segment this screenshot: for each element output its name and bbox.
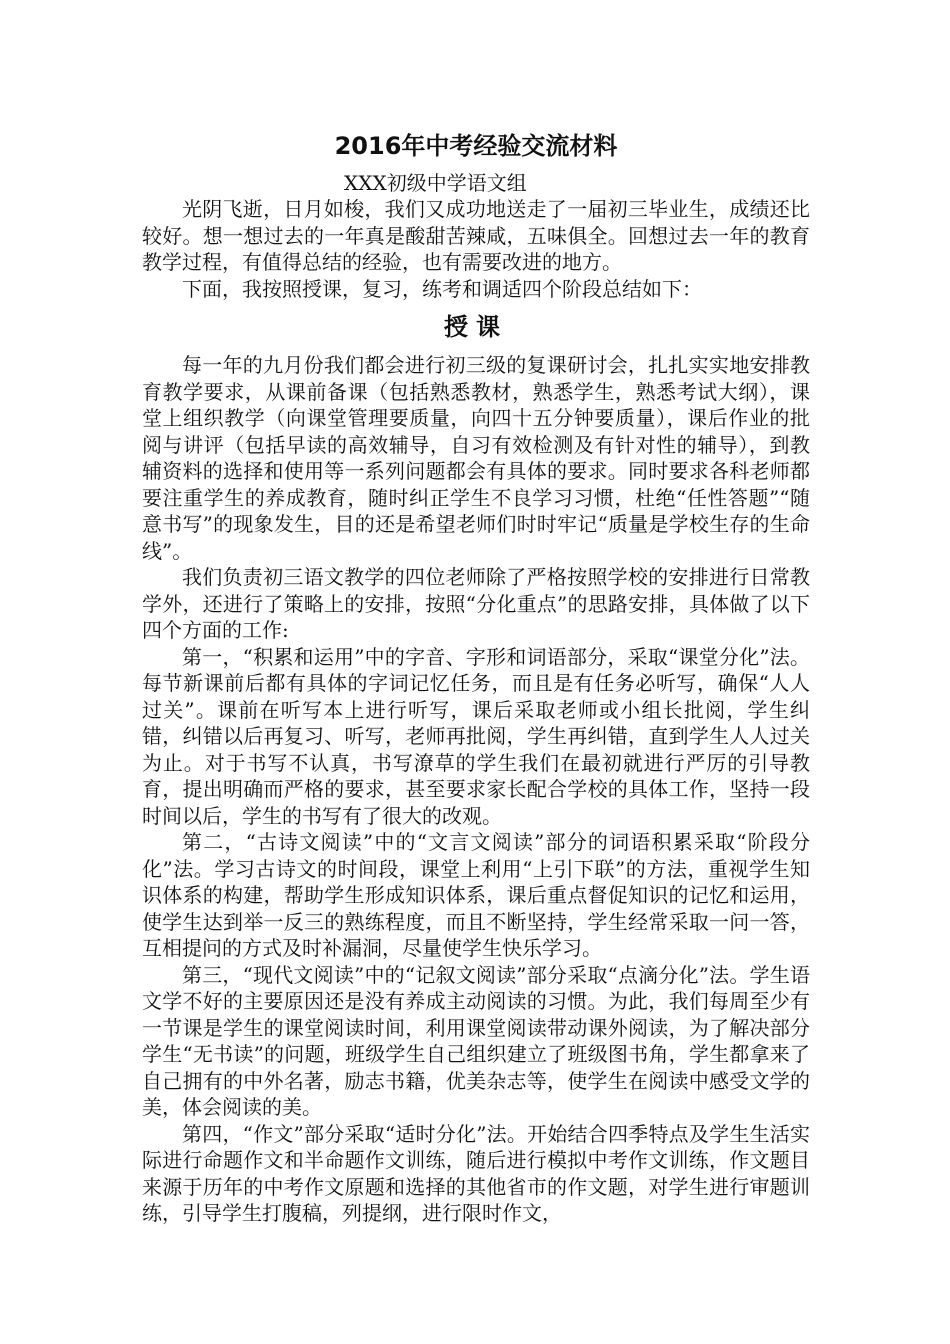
body-paragraph-1: 每一年的九月份我们都会进行初三级的复课研讨会，扎扎实实地安排教育教学要求，从课前备课（包括熟悉教材，熟悉学生，熟悉考试大纲），课堂上组织教学（向课堂管理要质量，向四十五分钟要质量），课后作业的批阅与讲评（包括早读的高效辅导，自习有效检测及有针对性的辅导），到教辅资料的选择和使用等一系列问题都会有具体的要求。同时要求各科老师都要注重学生的养成教育，随时纠正学生不良学习习惯，杜绝“任性答题”“随意书写”的现象发生，目的还是希望老师们时时牢记“质量是学校生存的生命线”。 bbox=[142, 353, 810, 563]
body-paragraph-6: 第四，“作文”部分采取“适时分化”法。开始结合四季特点及学生生活实际进行命题作文和半命题作文训练，随后进行模拟中考作文训练，作文题目来源于历年的中考作文原题和选择的其他省市的作文题，对学生进行审题训练，引导学生打腹稿，列提纲，进行限时作文， bbox=[142, 1121, 810, 1225]
body-paragraph-5: 第三，“现代文阅读”中的“记叙文阅读”部分采取“点滴分化”法。学生语文学不好的主要原因还是没有养成主动阅读的习惯。为此，我们每周至少有一节课是学生的课堂阅读时间，利用课堂阅读带动课外阅读，为了解决部分学生“无书读”的问题，班级学生自己组织建立了班级图书角，学生都拿来了自己拥有的中外名著，励志书籍，优美杂志等，使学生在阅读中感受文学的美，体会阅读的美。 bbox=[142, 962, 810, 1119]
body-paragraph-2: 我们负责初三语文教学的四位老师除了严格按照学校的安排进行日常教学外，还进行了策略上的安排，按照“分化重点”的思路安排，具体做了以下四个方面的工作: bbox=[142, 565, 810, 642]
section-heading: 授课 bbox=[444, 313, 508, 341]
intro-paragraph-2: 下面，我按照授课，复习，练考和调适四个阶段总结如下： bbox=[182, 276, 702, 301]
document-title: 2016年中考经验交流材料 bbox=[334, 132, 618, 160]
document-page bbox=[142, 128, 810, 1227]
document-subtitle: XXX初级中学语文组 bbox=[344, 171, 527, 195]
body-paragraph-4: 第二，“古诗文阅读”中的“文言文阅读”部分的词语积累采取“阶段分化”法。学习古诗文的时间段，课堂上利用“上引下联”的方法，重视学生知识体系的构建，帮助学生形成知识体系，课后重点督促知识的记忆和运用，使学生达到举一反三的熟练程度，而且不断坚持，学生经常采取一问一答，互相提问的方式及时补漏洞，尽量使学生快乐学习。 bbox=[142, 830, 810, 960]
body-paragraph-3: 第一，“积累和运用”中的字音、字形和词语部分，采取“课堂分化”法。每节新课前后都有具体的字词记忆任务，而且是有任务必听写，确保“人人过关”。课前在听写本上进行听写，课后采取老师或小组长批阅，学生纠错，纠错以后再复习、听写，老师再批阅，学生再纠错，直到学生人人过关为止。对于书写不认真，书写潦草的学生我们在最初就进行严厉的引导教育，提出明确而严格的要求，甚至要求家长配合学校的具体工作，坚持一段时间以后，学生的书写有了很大的改观。 bbox=[142, 644, 810, 828]
intro-paragraph-1: 光阴飞逝，日月如梭，我们又成功地送走了一届初三毕业生，成绩还比较好。想一想过去的一年真是酸甜苦辣咸，五味俱全。回想过去一年的教育教学过程，有值得总结的经验，也有需要改进的地方。 bbox=[142, 197, 810, 274]
